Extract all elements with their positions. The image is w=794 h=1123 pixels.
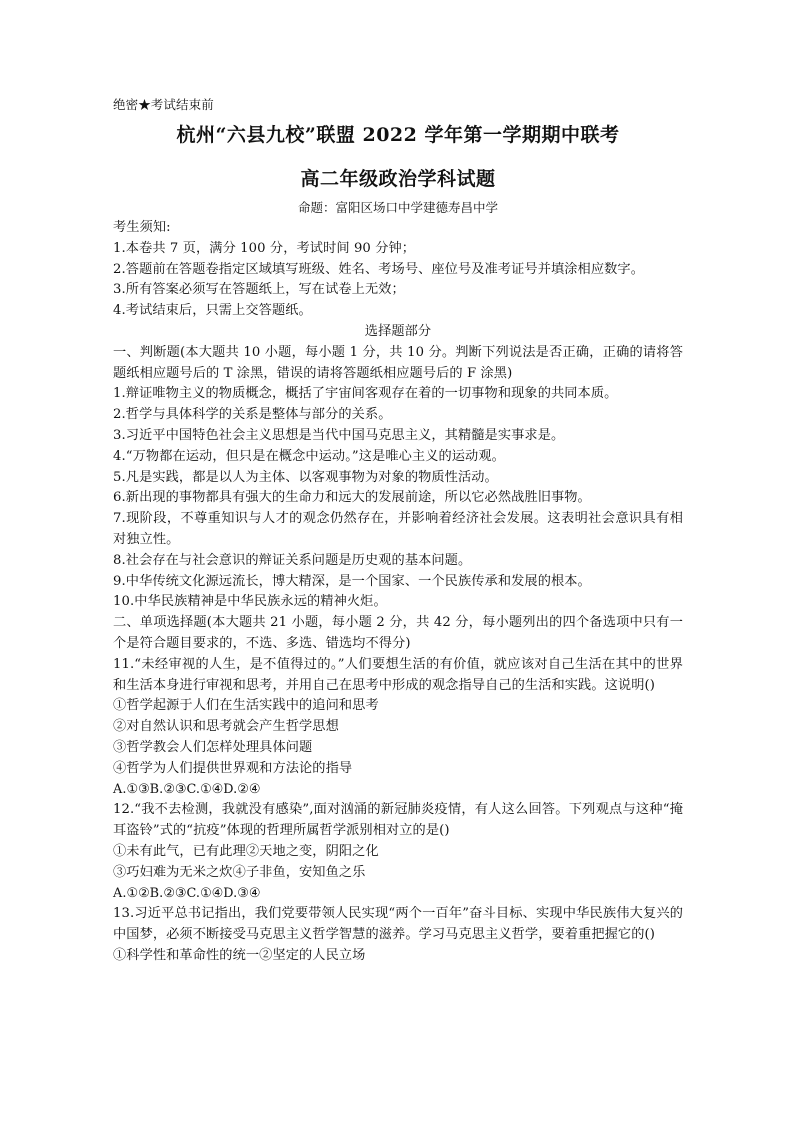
section-title: 选择题部分: [364, 323, 432, 339]
question-12: [113, 800, 683, 904]
question-stem: 12.“我不去检测，我就没有感染”,面对汹涌的新冠肺炎疫情，有人这么回答。下列观点与这种“掩耳盗铃”式的“抗疫”体现的哲理所属哲学派别相对立的是(): [113, 802, 683, 839]
confidential-label: 绝密★考试结束前: [113, 97, 214, 112]
notice-block: [113, 218, 683, 322]
notice-heading: 考生须知:: [113, 220, 171, 235]
question-statement: ③哲学教会人们怎样处理具体问题: [113, 739, 313, 755]
tf-question: 6.新出现的事物都具有强大的生命力和远大的发展前途，所以它必然战胜旧事物。: [113, 490, 591, 506]
tf-question: 4.“万物都在运动，但只是在概念中运动。”这是唯心主义的运动观。: [113, 448, 505, 464]
notice-item: 2.答题前在答题卷指定区域填写班级、姓名、考场号、座位号及准考证号并填涂相应数字。: [113, 261, 644, 277]
question-statement: ③巧妇难为无米之炊④子非鱼，安知鱼之乐: [113, 864, 366, 880]
part2-instruction: 二、单项选择题(本大题共 21 小题，每小题 2 分，共 42 分，每小题列出的四个备选项中只有一个是符合题目要求的，不选、多选、错选均不得分): [113, 615, 683, 651]
tf-question: 8.社会存在与社会意识的辩证关系问题是历史观的基本问题。: [113, 552, 472, 568]
part1-instruction: 一、判断题(本大题共 10 小题，每小题 1 分，共 10 分。判断下列说法是否正确，正确的请将答题纸相应题号后的 T 涂黑，错误的请将答题纸相应题号后的 F 涂黑): [113, 344, 683, 381]
question-statement: ②对自然认识和思考就会产生哲学思想: [113, 719, 339, 735]
question-stem: 11.“未经审视的人生，是不值得过的。”人们要想生活的有价值，就应该对自己生活在其中的世界和生活本身进行审视和思考，并用自己在思考中形成的观念指导自己的生活和实践。这说明(): [113, 656, 683, 693]
notice-item: 3.所有答案必须写在答题纸上，写在试卷上无效；: [113, 282, 405, 298]
tf-question: 10.中华民族精神是中华民族永远的精神火炬。: [113, 594, 387, 610]
question-stem: 13.习近平总书记指出，我们党要带领人民实现“两个一百年”奋斗目标、实现中华民族伟大复兴的中国梦，必须不断接受马克思主义哲学智慧的滋养。学习马克思主义哲学，要着重把握它的(): [113, 906, 683, 943]
exam-subtitle: 高二年级政治学科试题: [300, 168, 496, 190]
answer-choices: A.①②B.②③C.①④D.③④: [113, 885, 261, 901]
notice-item: 1.本卷共 7 页，满分 100 分，考试时间 90 分钟；: [113, 240, 416, 256]
part2-multiple-choice: [113, 613, 683, 967]
question-11: [113, 655, 683, 801]
tf-question: 5.凡是实践，都是以人为主体、以客观事物为对象的物质性活动。: [113, 469, 498, 485]
tf-question: 9.中华传统文化源远流长，博大精深，是一个国家、一个民族传承和发展的根本。: [113, 573, 591, 589]
question-statement: ①哲学起源于人们在生活实践中的追问和思考: [113, 698, 379, 714]
question-statement: ①科学性和革命性的统一②坚定的人民立场: [113, 947, 366, 963]
exam-page: [113, 96, 683, 967]
tf-question: 7.现阶段，不尊重知识与人才的观念仍然存在，并影响着经济社会发展。这表明社会意识具有相对独立性。: [113, 511, 683, 547]
question-setter: 命题：富阳区场口中学建德寿昌中学: [297, 200, 498, 215]
question-statement: ①未有此气，已有此理②天地之变，阴阳之化: [113, 843, 379, 859]
question-13: [113, 904, 683, 966]
notice-item: 4.考试结束后，只需上交答题纸。: [113, 303, 312, 319]
question-statement: ④哲学为人们提供世界观和方法论的指导: [113, 760, 353, 776]
tf-question: 2.哲学与具体科学的关系是整体与部分的关系。: [113, 407, 392, 423]
tf-question: 3.习近平中国特色社会主义思想是当代中国马克思主义，其精髓是实事求是。: [113, 427, 565, 443]
tf-question: 1.辩证唯物主义的物质概念，概括了宇宙间客观存在着的一切事物和现象的共同本质。: [113, 386, 618, 402]
part1-true-false: [113, 343, 683, 613]
exam-title: 杭州“六县九校”联盟 2022 学年第一学期期中联考: [176, 124, 620, 146]
answer-choices: A.①③B.②③C.①④D.②④: [113, 781, 261, 797]
